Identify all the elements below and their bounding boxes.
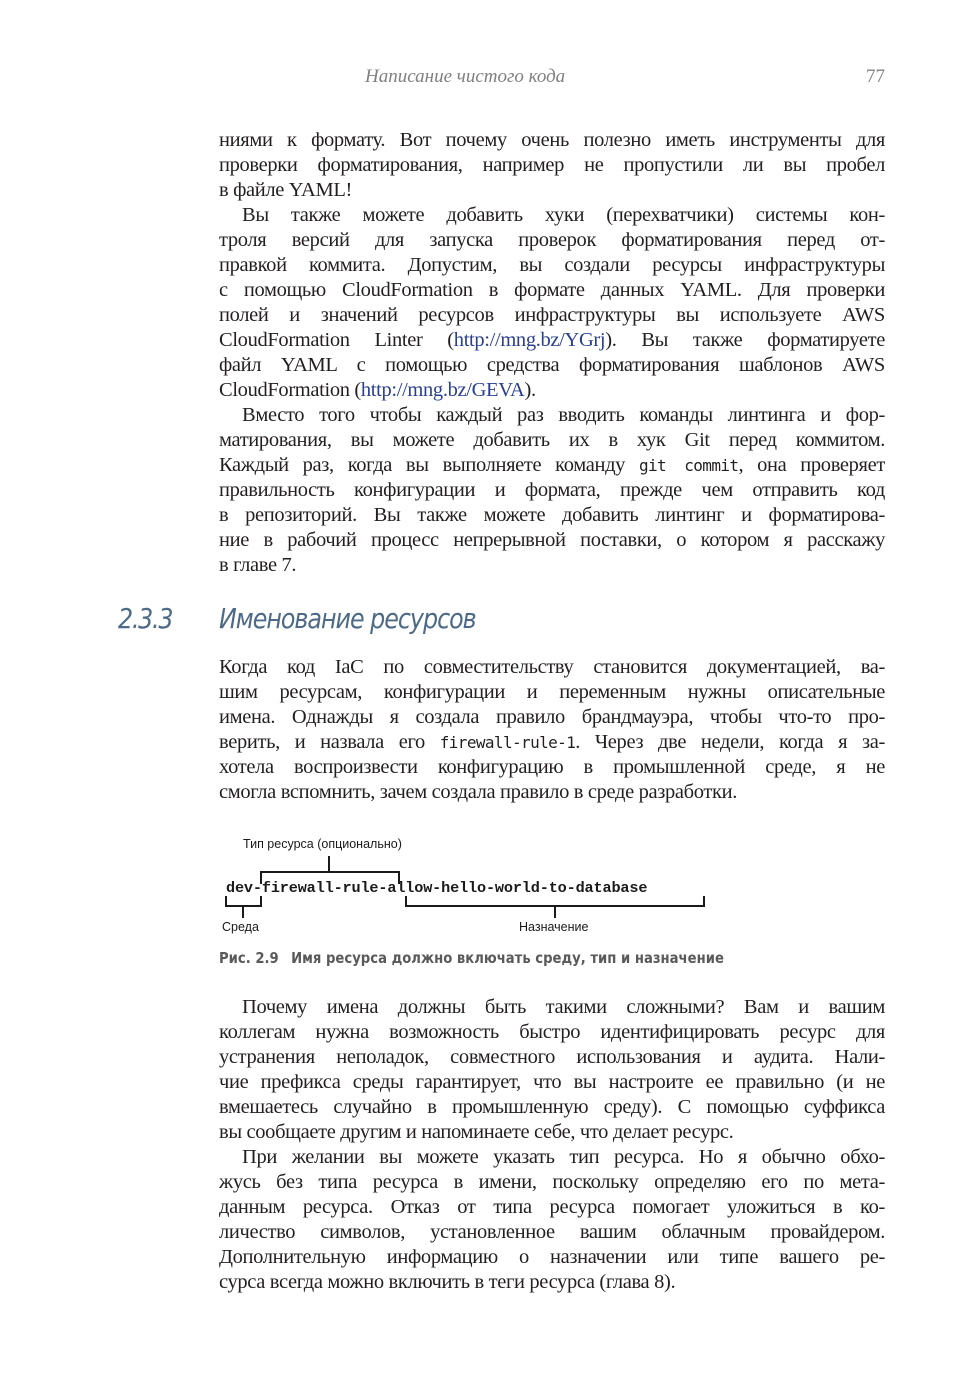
text-line: Когда код IaC по совместительству становится документацией, ва- [219, 656, 885, 678]
text-segment: CloudFormation ( [219, 379, 361, 401]
text-line: смогла вспомнить, зачем создала правило в среде разработки. [219, 781, 738, 803]
text-line: Вместо того чтобы каждый раз вводить команды линтинга и фор- [242, 404, 885, 426]
figure-resource-name [219, 832, 719, 942]
text-line [219, 730, 885, 755]
text-line [219, 328, 885, 353]
text-line: коллегам нужна возможность быстро идентифицировать ресурс для [219, 1021, 885, 1043]
text-line: При желании вы можете указать тип ресурса. Но я обычно обхо- [242, 1146, 885, 1168]
text-line: имена. Однажды я создала правило брандмауэра, чтобы что-то про- [219, 706, 885, 728]
text-line: файл YAML с помощью средства форматирования шаблонов AWS [219, 354, 885, 376]
text-segment: ). [524, 379, 536, 401]
inline-code-git-commit: git commit [638, 456, 739, 475]
resource-name-example: dev-firewall-rule-allow-hello-world-to-database [226, 879, 648, 897]
text-line: чие префикса среды гарантирует, что вы настроите ее правильно (и не [219, 1071, 885, 1093]
text-line: в главе 7. [219, 554, 297, 576]
text-line: хотела воспроизвести конфигурацию в промышленной среде, я не [219, 756, 885, 778]
link-cfn-lint[interactable]: http://mng.bz/YGrj [453, 329, 606, 351]
text-line: в репозиторий. Вы также можете добавить линтинг и форматирова- [219, 504, 885, 526]
section-number: 2.3.3 [118, 602, 173, 635]
text-line: ние в рабочий процесс непрерывной поставки, о котором я расскажу [219, 529, 885, 551]
text-line: проверки форматирования, например не пропустили ли вы пробел [219, 154, 885, 176]
text-line: сурса всегда можно включить в теги ресурса (глава 8). [219, 1271, 676, 1293]
text-line: личество символов, установленное вашим облачным провайдером. [219, 1221, 885, 1243]
text-line: троля версий для запуска проверок форматирования перед от- [219, 229, 885, 251]
text-line: устранения неполадок, совместного использования и аудита. Нали- [219, 1046, 885, 1068]
figure-caption [219, 949, 724, 967]
text-segment: Каждый раз, когда вы выполняете команду [219, 454, 639, 476]
text-line: вмешаетесь случайно в промышленную среду). С помощью суффикса [219, 1096, 885, 1118]
text-line [219, 453, 885, 478]
caption-text: Имя ресурса должно включать среду, тип и назначение [291, 949, 724, 967]
label-environment: Среда [222, 920, 259, 934]
text-segment: верить, и назвала его [219, 731, 440, 753]
text-line: матирования, вы можете добавить их в хук Git перед коммитом. [219, 429, 885, 451]
text-line [219, 378, 885, 403]
caption-label: Рис. 2.9 [219, 949, 279, 967]
text-line: данным ресурса. Отказ от типа ресурса помогает уложиться в ко- [219, 1196, 885, 1218]
text-line: Дополнительную информацию о назначении или типе вашего ре- [219, 1246, 885, 1268]
label-purpose: Назначение [519, 920, 589, 934]
link-cfn-formatter[interactable]: http://mng.bz/GEVA [360, 379, 525, 401]
text-line: вы сообщаете другим и напоминаете себе, что делает ресурс. [219, 1121, 734, 1143]
text-segment: ). Вы также форматируете [605, 329, 885, 351]
text-line: шим ресурсам, конфигурации и переменным нужны описательные [219, 681, 885, 703]
text-line: правкой коммита. Допустим, вы создали ресурсы инфраструктуры [219, 254, 885, 276]
running-head-title: Написание чистого кода [365, 66, 566, 87]
text-segment: CloudFormation Linter ( [219, 329, 454, 351]
text-line: жусь без типа ресурса в имени, поскольку определяю его по мета- [219, 1171, 885, 1193]
text-line: ниями к формату. Вот почему очень полезно иметь инструменты для [219, 129, 885, 151]
section-title: Именование ресурсов [219, 602, 476, 635]
text-line: Почему имена должны быть такими сложными? Вам и вашим [242, 996, 885, 1018]
page-number: 77 [866, 66, 885, 87]
inline-code-firewall-rule: firewall-rule-1 [439, 733, 576, 752]
label-resource-type: Тип ресурса (опционально) [243, 837, 402, 851]
text-line: Вы также можете добавить хуки (перехватчики) системы кон- [242, 204, 885, 226]
text-line: в файле YAML! [219, 179, 352, 201]
text-line: с помощью CloudFormation в формате данных YAML. Для проверки [219, 279, 885, 301]
text-segment: . Через две недели, когда я за- [575, 731, 885, 753]
text-line: правильность конфигурации и формата, прежде чем отправить код [219, 479, 885, 501]
text-segment: , она проверяет [738, 454, 885, 476]
text-line: полей и значений ресурсов инфраструктуры вы используете AWS [219, 304, 885, 326]
